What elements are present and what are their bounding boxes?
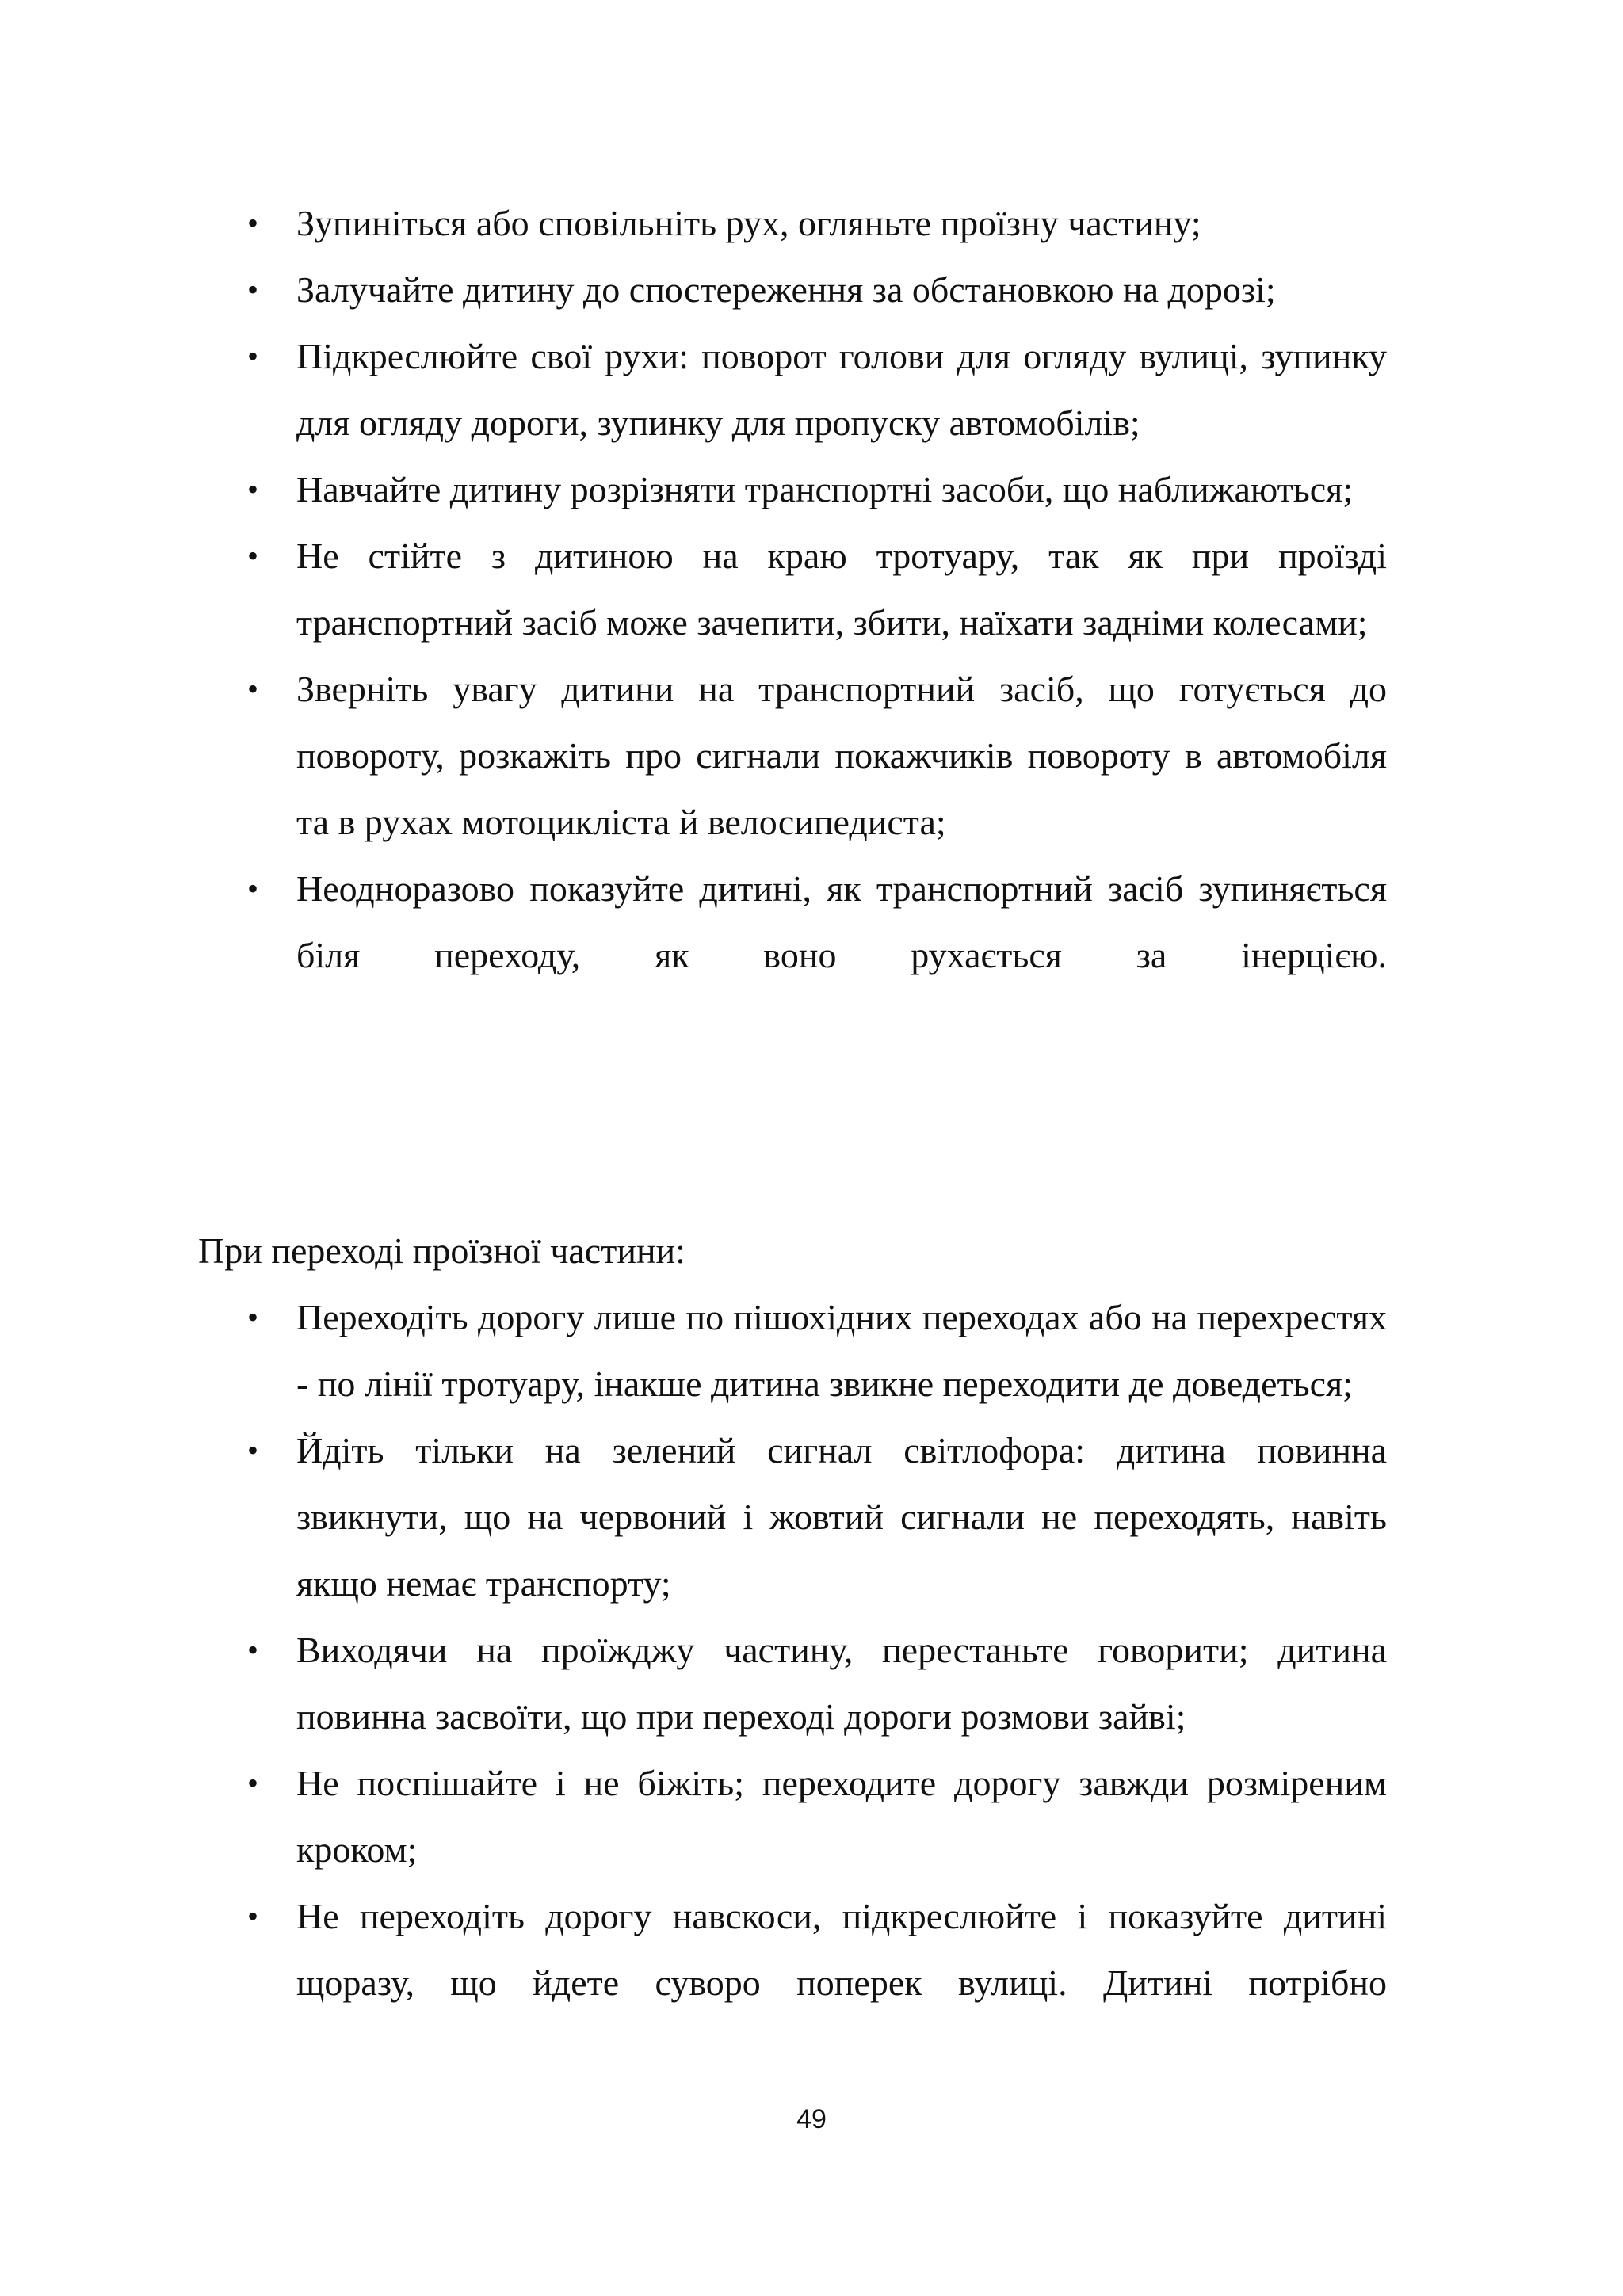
list-item-text: Переходіть дорогу лише по пішохідних переходах або на перехрестях - по лінії тротуару, інакше дитина звикне переходити де доведеться;: [296, 1297, 1387, 1404]
bullet-icon: •: [247, 1898, 259, 1934]
list-item-text: Неодноразово показуйте дитині, як транспортний засіб зупиняється біля переходу, як воно рухається за інерцією.: [296, 868, 1387, 975]
bullet-icon: •: [247, 1432, 259, 1468]
bullet-list-bottom: [198, 1284, 1387, 2016]
list-item: [198, 1883, 1387, 2016]
bullet-icon: •: [247, 272, 259, 307]
list-item: [198, 456, 1387, 523]
bullet-icon: •: [247, 471, 259, 507]
list-item-text: Не переходіть дорогу навскоси, підкреслюйте і показуйте дитині щоразу, що йдете суворо поперек вулиці. Дитині потрібно: [296, 1896, 1387, 2003]
bullet-icon: •: [247, 671, 259, 707]
bullet-icon: •: [247, 338, 259, 374]
bullet-icon: •: [247, 871, 259, 906]
page-number: 49: [796, 2104, 827, 2134]
list-item-text: Не поспішайте і не біжіть; переходите дорогу завжди розміреним кроком;: [296, 1763, 1387, 1870]
section-heading: При переході проїзної частини:: [198, 1230, 685, 1271]
list-item-text: Залучайте дитину до спостереження за обстановкою на дорозі;: [296, 269, 1276, 310]
list-item: [198, 656, 1387, 856]
list-item-text: Не стійте з дитиною на краю тротуару, так як при проїзді транспортний засіб може зачепити, збити, наїхати задніми колесами;: [296, 536, 1387, 643]
list-item: [198, 1417, 1387, 1617]
bullet-icon: •: [247, 1299, 259, 1335]
list-item: [198, 257, 1387, 323]
bullet-list-top: [198, 190, 1387, 989]
list-item: [198, 1284, 1387, 1417]
list-item: [198, 323, 1387, 456]
list-item: [198, 1750, 1387, 1883]
list-item-text: Зверніть увагу дитини на транспортний засіб, що готується до повороту, розкажіть про сигнали покажчиків повороту в автомобіля та в рухах мотоцикліста й велосипедиста;: [296, 669, 1387, 842]
bullet-icon: •: [247, 538, 259, 574]
list-item-text: Навчайте дитину розрізняти транспортні засоби, що наближаються;: [296, 469, 1354, 509]
list-item-text: Йдіть тільки на зелений сигнал світлофора: дитина повинна звикнути, що на червоний і жовтий сигнали не переходять, навіть якщо немає транспорту;: [296, 1430, 1387, 1604]
list-item-text: Виходячи на проїжджу частину, перестаньте говорити; дитина повинна засвоїти, що при переході дороги розмови зайві;: [296, 1630, 1387, 1737]
bullet-icon: •: [247, 1765, 259, 1801]
bullet-icon: •: [247, 205, 259, 241]
list-item: [198, 1617, 1387, 1750]
list-item: [198, 190, 1387, 257]
list-item: [198, 523, 1387, 656]
bullet-icon: •: [247, 1632, 259, 1668]
list-item: [198, 856, 1387, 989]
list-item-text: Підкреслюйте свої рухи: поворот голови для огляду вулиці, зупинку для огляду дороги, зупинку для пропуску автомобілів;: [296, 336, 1387, 443]
list-item-text: Зупиніться або сповільніть рух, огляньте проїзну частину;: [296, 203, 1201, 243]
